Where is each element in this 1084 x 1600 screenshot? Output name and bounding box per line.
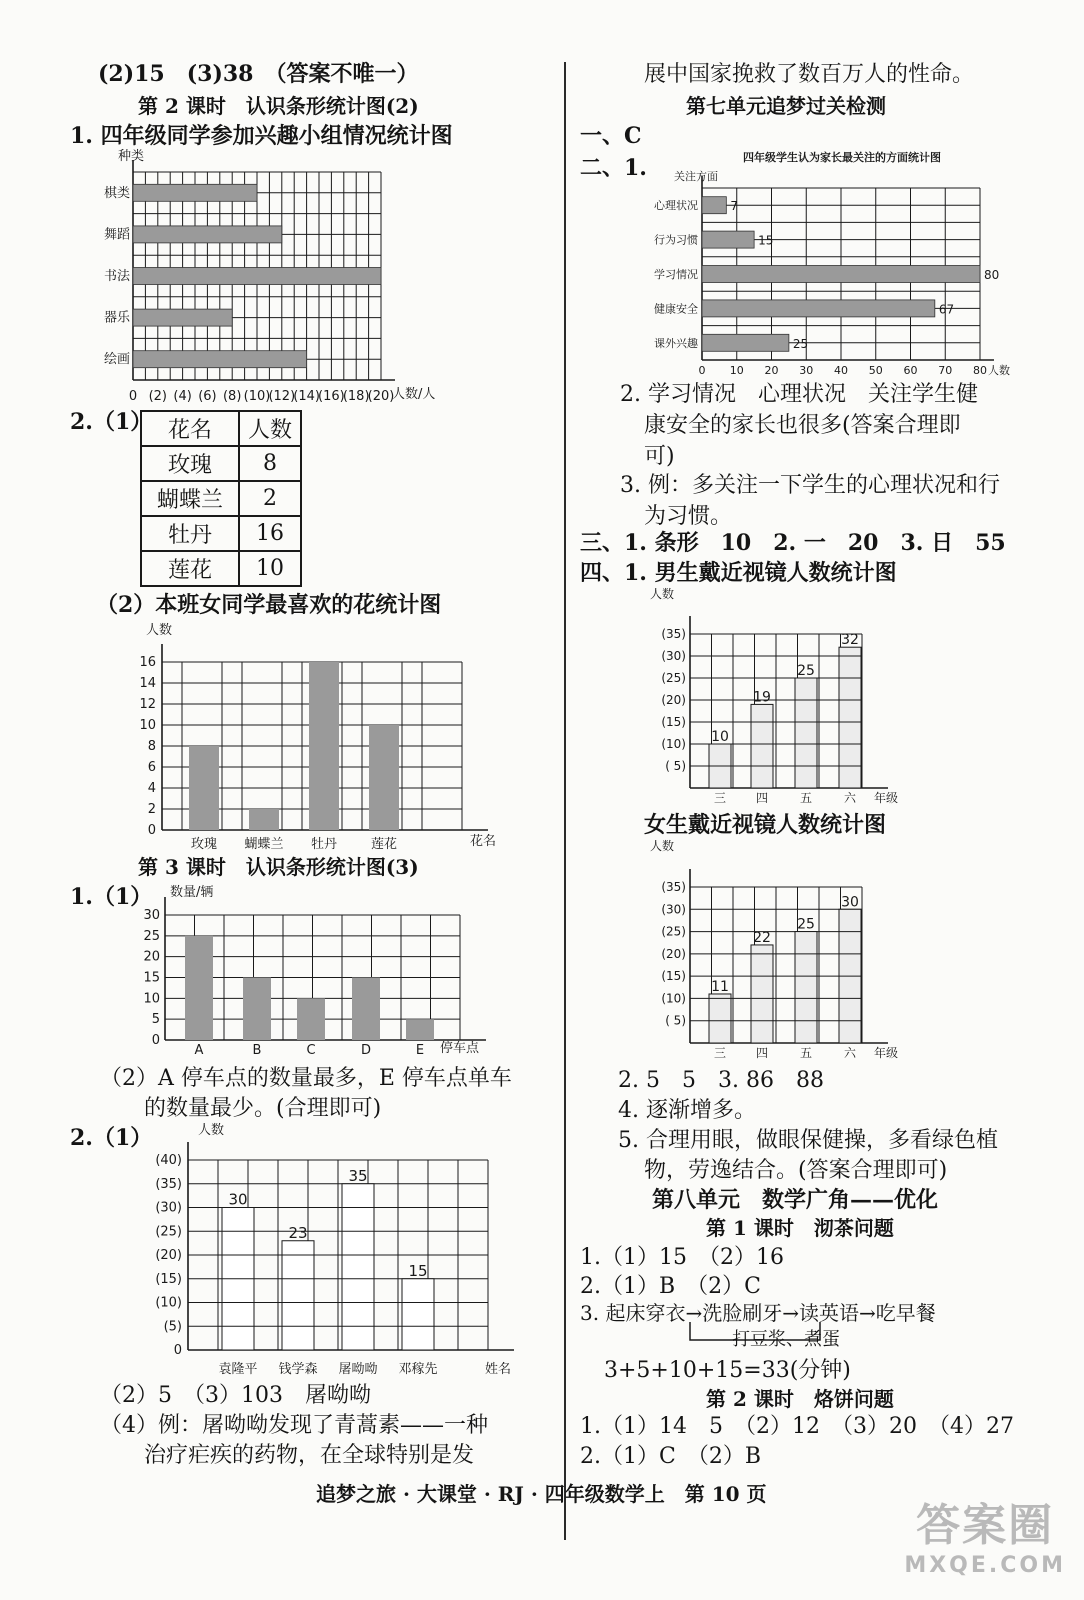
table-cell: 16	[239, 516, 301, 551]
table-row	[141, 551, 301, 586]
bar	[795, 678, 817, 788]
x-tick-label: (10)	[243, 389, 271, 404]
x-tick-label: 50	[868, 364, 883, 377]
bar	[243, 978, 271, 1041]
lesson-title: 第 2 课时 认识条形统计图(2)	[138, 94, 419, 118]
answer-line: 康安全的家长也很多(答案合理即	[644, 413, 961, 438]
data-label: 25	[797, 916, 815, 933]
y-axis-label: 人数	[650, 587, 675, 601]
answer-line: 物，劳逸结合。(答案合理即可)	[644, 1158, 948, 1183]
y-tick-label: (30)	[155, 1200, 182, 1216]
question-label: 2.（1）	[70, 409, 153, 435]
bar	[133, 351, 307, 368]
column-divider	[564, 62, 566, 1540]
table-row	[141, 481, 301, 516]
x-tick-label: 莲花	[370, 837, 398, 852]
answer-line: 的数量最少。(合理即可)	[144, 1096, 382, 1121]
lesson-title: 第 1 课时 沏茶问题	[706, 1216, 894, 1240]
table-cell: 蝴蝶兰	[141, 481, 239, 516]
x-tick-label: 70	[938, 364, 953, 377]
y-axis-label: 关注方面	[674, 170, 718, 183]
x-tick-label: 40	[834, 364, 848, 377]
flower-table	[140, 410, 302, 587]
y-tick-label: 10	[143, 991, 160, 1007]
answer-line: 2. 学习情况 心理状况 关注学生健	[620, 382, 978, 407]
question-title: 四、1. 男生戴近视镜人数统计图	[580, 560, 897, 586]
lesson-title: 第 3 课时 认识条形统计图(3)	[138, 855, 419, 879]
x-tick-label: 10	[729, 364, 744, 377]
bar	[282, 1241, 314, 1350]
table-cell: 牡丹	[141, 516, 239, 551]
y-axis-label: 数量/辆	[170, 885, 214, 900]
bar	[795, 932, 817, 1043]
y-tick-label: (10)	[661, 737, 686, 751]
y-tick-label: (40)	[155, 1153, 182, 1168]
y-tick-label: 器乐	[103, 310, 130, 326]
bar	[309, 662, 339, 830]
y-tick-label: 14	[139, 676, 156, 691]
table-cell: 2	[239, 481, 301, 516]
flow-branch-label: 打豆浆、煮蛋	[732, 1329, 840, 1350]
y-tick-label: (35)	[661, 627, 686, 641]
y-tick-label: 0	[147, 823, 156, 838]
data-label: 32	[841, 632, 859, 649]
question-title: 女生戴近视镜人数统计图	[644, 812, 887, 838]
bar	[702, 266, 980, 283]
y-tick-label: 舞蹈	[103, 227, 130, 243]
y-tick-label: 绘画	[103, 352, 130, 368]
bar	[133, 268, 381, 285]
y-tick-label: 棋类	[103, 185, 130, 201]
bar	[839, 647, 861, 788]
x-tick-label: 钱学森	[278, 1362, 318, 1377]
x-tick-label: 牡丹	[310, 837, 338, 852]
x-tick-label: 四	[755, 1046, 769, 1060]
x-tick-label: D	[360, 1043, 372, 1058]
page-footer: 追梦之旅 · 大课堂 · RJ · 四年级数学上 第 10 页	[316, 1482, 767, 1506]
x-axis-label: 年级	[874, 791, 899, 805]
question-title: 1. 四年级同学参加兴趣小组情况统计图	[70, 123, 453, 149]
lesson-title: 第 2 课时 烙饼问题	[706, 1387, 894, 1411]
x-tick-label: 60	[903, 364, 918, 377]
x-tick-label: (2)	[148, 389, 168, 404]
x-tick-label: (20)	[367, 389, 395, 404]
y-tick-label: (25)	[661, 924, 686, 939]
y-tick-label: (5)	[163, 1319, 182, 1335]
bar	[406, 1019, 434, 1040]
bar	[342, 1184, 374, 1350]
table-header-row	[141, 411, 301, 446]
bar	[249, 809, 279, 830]
bar	[369, 725, 399, 830]
y-tick-label: (10)	[155, 1295, 182, 1311]
y-tick-label: 行为习惯	[654, 233, 698, 247]
y-tick-label: (20)	[155, 1248, 182, 1263]
chart-title: 四年级学生认为家长最关注的方面统计图	[743, 151, 941, 164]
x-tick-label: 玫瑰	[190, 837, 218, 852]
x-axis-label: 停车点	[440, 1041, 480, 1056]
data-label: 30	[841, 894, 859, 911]
y-tick-label: 2	[147, 802, 156, 817]
bar	[352, 978, 380, 1041]
y-axis-label: 人数	[198, 1123, 225, 1138]
y-tick-label: (15)	[661, 715, 686, 729]
y-axis-label: 种类	[118, 149, 145, 164]
x-tick-label: A	[194, 1043, 204, 1058]
answer-line: 3+5+10+15=33(分钟)	[604, 1358, 851, 1383]
answer-line: 治疗疟疾的药物，在全球特别是发	[144, 1443, 475, 1468]
y-tick-label: (10)	[661, 991, 686, 1006]
y-tick-label: (25)	[661, 671, 686, 685]
x-tick-label: (12)	[268, 389, 296, 404]
y-tick-label: 6	[147, 760, 156, 775]
table-cell: 10	[239, 551, 301, 586]
y-tick-label: (20)	[661, 946, 686, 961]
bar	[702, 231, 754, 248]
x-tick-label: 六	[843, 1046, 857, 1060]
answer-line: 2. 5 5 3. 86 88	[618, 1068, 824, 1093]
answer-line: 2.（1）B （2）C	[580, 1274, 761, 1299]
x-tick-label: 三	[713, 1046, 727, 1060]
x-tick-label: 袁隆平	[218, 1362, 258, 1377]
x-tick-label: 30	[799, 364, 814, 377]
x-tick-label: 邓稼先	[398, 1362, 438, 1377]
answer-line: 3. 起床穿衣→洗脸刷牙→读英语→吃早餐	[580, 1301, 936, 1325]
x-tick-label: 20	[764, 364, 779, 377]
y-tick-label: ( 5)	[665, 759, 686, 773]
bar	[133, 184, 257, 201]
bar	[702, 334, 789, 351]
x-tick-label: C	[306, 1043, 316, 1058]
y-tick-label: 25	[143, 928, 160, 944]
x-tick-label: 0	[698, 364, 706, 377]
y-tick-label: 健康安全	[654, 302, 698, 316]
y-tick-label: 20	[143, 949, 160, 965]
y-tick-label: (35)	[155, 1176, 182, 1192]
answer-line: 为习惯。	[644, 504, 733, 529]
answer-line: (2)15 (3)38 （答案不唯一）	[98, 61, 419, 87]
flow-branch-bracket	[0, 0, 1, 1]
y-tick-label: 书法	[103, 269, 130, 284]
bar	[702, 197, 726, 214]
data-label: 7	[730, 199, 738, 214]
data-label: 19	[753, 689, 771, 706]
y-tick-label: 30	[143, 908, 160, 923]
answer-line: 一、C	[580, 123, 642, 149]
x-tick-label: 0	[128, 389, 138, 404]
answer-line: 5. 合理用眼，做眼保健操，多看绿色植	[618, 1128, 998, 1153]
y-tick-label: 10	[139, 718, 156, 733]
bar	[185, 936, 213, 1040]
x-tick-label: 五	[799, 1046, 813, 1060]
unit-title: 第七单元追梦过关检测	[686, 94, 886, 118]
bar	[709, 994, 731, 1043]
x-tick-label: 80	[973, 364, 987, 377]
x-axis-label: 人数	[988, 364, 1010, 377]
answer-line: 1.（1）15 （2）16	[580, 1245, 784, 1270]
x-axis-label: 人数/人	[392, 387, 436, 402]
watermark-url: MXQE.COM	[904, 1553, 1066, 1578]
answer-line: 1.（1）14 5 （2）12 （3）20 （4）27	[580, 1414, 1014, 1439]
table-header: 花名	[141, 411, 239, 446]
bar	[133, 309, 232, 326]
x-tick-label: 蝴蝶兰	[244, 837, 284, 852]
bar	[402, 1279, 434, 1350]
answer-line: 2.（1）C （2）B	[580, 1444, 761, 1469]
bar	[297, 998, 325, 1040]
y-tick-label: 15	[143, 970, 160, 986]
x-tick-label: 屠呦呦	[338, 1362, 378, 1377]
x-tick-label: (16)	[318, 389, 345, 404]
y-tick-label: (15)	[661, 969, 686, 984]
y-tick-label: 16	[139, 655, 156, 670]
x-tick-label: (6)	[198, 389, 217, 404]
answer-line: 三、1. 条形 10 2. 一 20 3. 日 55	[580, 530, 1006, 556]
question-title: （2）本班女同学最喜欢的花统计图	[96, 592, 442, 618]
y-tick-label: (20)	[661, 693, 686, 707]
bar	[133, 226, 282, 243]
data-label: 15	[758, 233, 774, 248]
x-tick-label: 四	[755, 791, 769, 805]
y-tick-label: ( 5)	[665, 1013, 686, 1028]
unit-title: 第八单元 数学广角——优化	[652, 1187, 939, 1213]
x-tick-label: (4)	[173, 389, 192, 404]
y-tick-label: 0	[151, 1033, 160, 1048]
y-axis-label: 人数	[650, 839, 675, 853]
x-tick-label: (14)	[293, 389, 320, 404]
data-label: 80	[984, 268, 1000, 282]
answer-line: （4）例：屠呦呦发现了青蒿素——一种	[100, 1413, 488, 1438]
bar	[189, 746, 219, 830]
bar	[702, 300, 935, 317]
answer-line: （2）A 停车点的数量最多，E 停车点单车	[100, 1066, 512, 1091]
table-row	[141, 516, 301, 551]
answer-line: （2）5 （3）103 屠呦呦	[100, 1383, 371, 1408]
y-tick-label: 5	[151, 1012, 160, 1028]
bar	[751, 704, 773, 788]
answer-line: 可)	[644, 444, 675, 469]
table-cell: 8	[239, 446, 301, 481]
y-tick-label: (30)	[661, 649, 686, 663]
data-label: 11	[711, 978, 729, 995]
y-tick-label: (30)	[661, 902, 686, 917]
watermark-text: 答案圈	[916, 1500, 1055, 1551]
x-axis-label: 姓名	[485, 1362, 512, 1377]
table-cell: 玫瑰	[141, 446, 239, 481]
answer-line: 4. 逐渐增多。	[618, 1098, 756, 1123]
x-tick-label: 五	[799, 791, 813, 805]
y-tick-label: 4	[147, 781, 156, 796]
y-tick-label: 0	[173, 1343, 182, 1358]
answer-line: 展中国家挽救了数百万人的性命。	[644, 62, 975, 87]
y-tick-label: 心理状况	[654, 199, 698, 213]
x-tick-label: 三	[713, 791, 727, 805]
data-label: 15	[408, 1261, 428, 1280]
data-label: 25	[797, 663, 815, 679]
question-label: 1.（1）	[70, 884, 153, 910]
data-label: 35	[348, 1166, 368, 1185]
y-tick-label: (25)	[155, 1224, 182, 1240]
x-axis-label: 年级	[874, 1046, 899, 1060]
y-axis-label: 人数	[146, 623, 173, 638]
x-tick-label: B	[252, 1043, 262, 1058]
y-tick-label: 学习情况	[654, 268, 698, 281]
watermark-logo	[904, 1489, 1066, 1578]
question-label: 二、1.	[580, 155, 647, 181]
x-tick-label: 六	[843, 791, 857, 805]
data-label: 30	[228, 1190, 248, 1209]
data-label: 23	[288, 1223, 308, 1242]
x-tick-label: (8)	[222, 389, 242, 404]
x-axis-label: 花名	[470, 834, 497, 849]
bar	[751, 945, 773, 1043]
y-tick-label: (35)	[661, 880, 686, 894]
question-label: 2.（1）	[70, 1125, 153, 1151]
y-tick-label: (15)	[155, 1271, 182, 1287]
data-label: 22	[753, 929, 771, 946]
table-row	[141, 446, 301, 481]
answer-line: 3. 例：多关注一下学生的心理状况和行	[620, 473, 1000, 498]
table-header: 人数	[239, 411, 301, 446]
y-tick-label: 课外兴趣	[654, 336, 698, 350]
x-tick-label: (18)	[342, 389, 370, 404]
y-tick-label: 12	[139, 697, 156, 712]
x-tick-label: E	[415, 1043, 425, 1058]
y-tick-label: 8	[147, 739, 156, 754]
table-cell: 莲花	[141, 551, 239, 586]
data-label: 67	[938, 302, 955, 317]
data-label: 10	[711, 729, 729, 745]
data-label: 25	[792, 336, 809, 351]
